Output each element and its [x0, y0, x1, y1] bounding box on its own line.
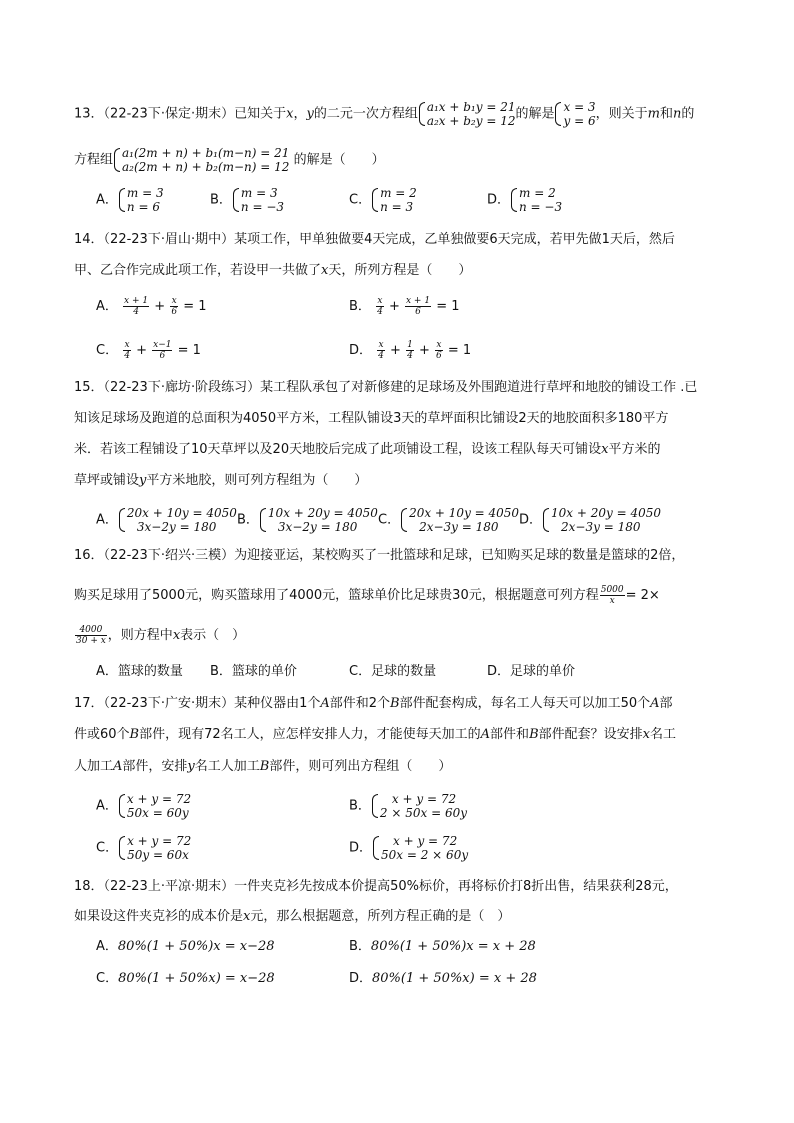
equation-row: m = 2 [380, 186, 417, 200]
numerator: x + 1 [405, 296, 431, 306]
equation-system [542, 506, 661, 534]
q16-text: 表示（ ） [180, 628, 246, 643]
q13-text: 的二元一次方程组 [313, 106, 418, 122]
option-label: B． [349, 299, 371, 314]
denominator: 4 [124, 351, 130, 361]
var-a: A [320, 696, 330, 711]
equation-row: n = 6 [126, 200, 160, 214]
q18-text: 元，那么根据题意，所列方程正确的是（ ） [250, 909, 511, 924]
q14-text: 14．（22-23下·眉山·期中）某项工作，甲单独做要4天完成，乙单独做要6天完成，若甲先做1天后，然后 [74, 232, 675, 247]
q15-text: 草坪或铺设 [74, 473, 140, 488]
numerator: x [171, 296, 177, 306]
equation-system [400, 506, 519, 534]
var-x: x [172, 628, 181, 643]
equation-row: a₂x + b₂y = 12 [426, 114, 516, 128]
rhs: = 1 [447, 343, 472, 358]
var-b: B [129, 727, 140, 742]
q16-option-d[interactable] [487, 663, 575, 681]
option-label: B． [210, 192, 232, 208]
q17-text: 部件，安排 [122, 759, 188, 774]
fraction [123, 340, 131, 361]
operator: + [136, 343, 147, 358]
q17-text: 17．（22-23下·广安·期末）某种仪器由1个 [74, 696, 321, 711]
equation-row: x + y = 72 [126, 792, 192, 806]
q16-text: 16．（22-23下·绍兴·三模）为迎接亚运，某校购买了一批篮球和足球，已知购买足球的数量是篮球的2倍， [74, 548, 685, 563]
q15-text: 平方米地胶，则可列方程组为（ ） [146, 473, 368, 488]
q13-option-d[interactable] [487, 186, 562, 214]
equation-system [118, 792, 191, 820]
q13-option-b[interactable] [210, 186, 284, 214]
denominator: 30 + x [76, 636, 106, 646]
q14-option-c[interactable] [96, 340, 201, 361]
option-label: C． [96, 343, 119, 358]
equation-system [113, 146, 289, 174]
var-x: x [243, 909, 251, 924]
numerator: x + 1 [124, 296, 149, 306]
var-x: x [286, 106, 294, 122]
rhs: = 1 [183, 299, 207, 314]
equation-system [510, 186, 562, 214]
option-label: D． [349, 343, 373, 358]
operator: = 2× [625, 588, 660, 603]
q14-text: 甲、乙合作完成此项工作，若设甲一共做了 [74, 263, 322, 278]
option-text: A．篮球的数量 [96, 664, 183, 679]
denominator: 6 [415, 307, 421, 317]
equation-row: a₁(2m + n) + b₁(m−n) = 21 [122, 146, 290, 160]
option-expression: 80%(1 + 50%x) = x−28 [118, 971, 275, 986]
q14-option-a[interactable] [96, 296, 206, 317]
q18-text: 18．（22-23上·平凉·期末）一件夹克衫先按成本价提高50%标价，再将标价打8折出售，结果获利28元， [74, 879, 678, 894]
var-b: B [259, 759, 270, 774]
equation-row: 2x−3y = 180 [419, 520, 499, 534]
q13-option-c[interactable] [349, 186, 417, 214]
equation-row: m = 3 [240, 186, 278, 200]
var-x: x [601, 442, 609, 457]
option-label: B． [349, 798, 371, 814]
q14-stem-line2 [74, 262, 471, 280]
q18-text: 如果设这件夹克衫的成本价是 [74, 909, 244, 924]
q14-stem-line1 [74, 231, 675, 249]
option-label: C． [378, 512, 401, 528]
fraction [405, 296, 431, 317]
q17-stem-line2 [74, 726, 676, 744]
numerator: x−1 [153, 340, 172, 350]
equation-row: m = 2 [519, 186, 556, 200]
equation-row: 20x + 10y = 4050 [409, 506, 520, 520]
numerator: 4000 [75, 625, 107, 636]
q15-stem-line2 [74, 410, 668, 428]
q13-text: 方程组 [74, 152, 114, 168]
q17-text: 部件，则可列出方程组（ ） [269, 759, 452, 774]
denominator: 4 [378, 351, 384, 361]
q16-stem-line2 [74, 585, 660, 606]
operator: + [154, 299, 166, 314]
equation-system [371, 792, 467, 820]
q15-option-d[interactable] [519, 506, 661, 534]
fraction [377, 340, 385, 361]
equation-row: 50y = 60x [127, 848, 189, 862]
q18-option-c[interactable] [96, 970, 275, 988]
q13-text: 13．（22-23下·保定·期末）已知关于 [74, 106, 287, 122]
q17-option-d[interactable] [349, 834, 468, 862]
equation-system [554, 100, 595, 128]
var-y: y [306, 106, 314, 122]
fraction [435, 340, 443, 361]
option-label: D． [349, 971, 373, 986]
equation-row: 2x−3y = 180 [561, 520, 641, 534]
denominator: x [609, 596, 615, 606]
var-x: x [642, 727, 650, 742]
q17-text: 名工人加工 [194, 759, 260, 774]
denominator: 6 [171, 307, 178, 317]
option-label: C． [96, 971, 119, 986]
equation-row: y = 6 [563, 114, 596, 128]
option-text: C．足球的数量 [349, 664, 437, 679]
fraction [170, 296, 178, 317]
q15-stem-line1 [74, 379, 697, 397]
operator: + [388, 299, 400, 314]
q17-text: 部件和2个 [329, 696, 391, 711]
option-label: B． [237, 512, 259, 528]
q17-text: 部 [659, 696, 673, 711]
equation-row: x + y = 72 [127, 834, 192, 848]
q13-text: ，则关于 [595, 106, 648, 122]
q17-option-c[interactable] [96, 834, 191, 862]
numerator: 5000 [600, 585, 624, 595]
equation-row: m = 3 [126, 186, 164, 200]
equation-row: n = −3 [519, 200, 563, 214]
q15-stem-line4 [74, 472, 367, 490]
equation-system [232, 186, 284, 214]
q16-option-c[interactable] [349, 663, 436, 681]
option-label: C． [96, 840, 119, 856]
option-label: B． [349, 939, 371, 954]
equation-row: n = −3 [240, 200, 285, 214]
q18-option-b[interactable] [349, 938, 536, 956]
denominator: 4 [407, 351, 413, 361]
equation-row: n = 3 [380, 200, 414, 214]
q18-stem-line1 [74, 878, 678, 896]
equation-system [118, 506, 237, 534]
equation-system [118, 186, 164, 214]
q13-text: ， [293, 106, 307, 122]
q13-option-a[interactable] [96, 186, 164, 214]
q15-text: 平方米的 [608, 442, 661, 457]
q15-text: 米．若该工程铺设了10天草坪以及20天地胶后完成了此项铺设工程，设该工程队每天可铺设 [74, 442, 602, 457]
equation-system [371, 186, 417, 214]
option-label: A． [96, 299, 118, 314]
var-x: x [321, 263, 329, 278]
equation-system [372, 834, 468, 862]
fraction [600, 585, 625, 606]
q14-option-d[interactable] [349, 340, 471, 361]
var-b: B [390, 696, 400, 711]
fraction [152, 340, 172, 361]
fraction [406, 340, 414, 361]
equation-row: a₂(2m + n) + b₂(m−n) = 12 [122, 160, 290, 174]
q15-option-b[interactable] [237, 506, 378, 534]
option-label: A． [96, 798, 118, 814]
q14-text: 天，所列方程是（ ） [328, 263, 472, 278]
equation-row: 3x−2y = 180 [136, 520, 217, 534]
q16-option-a[interactable] [96, 663, 183, 681]
equation-row: x + y = 72 [393, 834, 458, 848]
equation-row: 50x = 60y [126, 806, 189, 820]
equation-system [259, 506, 378, 534]
numerator: x [436, 340, 442, 350]
q16-option-b[interactable] [210, 663, 297, 681]
q15-option-a[interactable] [96, 506, 237, 534]
q15-stem-line3 [74, 441, 660, 459]
option-text: B．篮球的单价 [210, 664, 297, 679]
equation-row: a₁x + b₁y = 21 [426, 100, 516, 114]
numerator: x [378, 340, 384, 350]
var-y: y [139, 473, 147, 488]
q15-option-c[interactable] [378, 506, 519, 534]
equation-row: 20x + 10y = 4050 [126, 506, 237, 520]
q16-text: 购买足球用了5000元，购买篮球用了4000元，篮球单价比足球贵30元，根据题意可列方程 [74, 588, 599, 603]
option-text: D．足球的单价 [487, 664, 576, 679]
var-n: n [672, 106, 682, 122]
q16-text: ，则方程中 [107, 628, 173, 643]
var-a: A [480, 727, 491, 742]
denominator: 6 [436, 351, 442, 361]
q15-text: 15．（22-23下·廊坊·阶段练习）某工程队承包了对新修建的足球场及外围跑道进行草坪和地胶的铺设工作 .已 [74, 380, 698, 395]
var-b: B [529, 727, 539, 742]
q16-stem-line1 [74, 547, 684, 565]
option-label: A． [96, 512, 118, 528]
q17-text: 人加工 [74, 759, 114, 774]
option-label: C． [349, 192, 372, 208]
q17-text: 部件，现有72名工人，应怎样安排人力，才能使每天加工的 [139, 727, 481, 742]
denominator: 6 [159, 351, 166, 361]
equation-row: 10x + 20y = 4050 [551, 506, 662, 520]
equation-system [118, 834, 191, 862]
var-m: m [647, 106, 660, 122]
operator: + [418, 343, 430, 358]
q13-text: 的解是 [515, 106, 555, 122]
q18-option-d[interactable] [349, 970, 537, 988]
denominator: 4 [133, 307, 139, 317]
rhs: = 1 [177, 343, 201, 358]
option-expression: 80%(1 + 50%)x = x−28 [117, 939, 275, 954]
q13-stem-line2 [74, 146, 385, 174]
q15-text: 知该足球场及跑道的总面积为4050平方米，工程队铺设3天的草坪面积比铺设2天的地胶面积多180平方 [74, 411, 669, 426]
option-expression: 80%(1 + 50%x) = x + 28 [372, 971, 537, 986]
q14-option-b[interactable] [349, 296, 460, 317]
operator: + [390, 343, 401, 358]
var-a: A [113, 759, 123, 774]
q17-text: 部件配套？设安排 [538, 727, 643, 742]
q13-text: 的解是（ ） [293, 152, 385, 168]
option-expression: 80%(1 + 50%)x = x + 28 [370, 939, 536, 954]
option-label: A． [96, 192, 118, 208]
option-label: D． [519, 512, 543, 528]
equation-row: x + y = 72 [391, 792, 457, 806]
equation-row: 2 × 50x = 60y [379, 806, 468, 820]
option-label: A． [96, 939, 118, 954]
q17-stem-line1 [74, 695, 673, 713]
fraction [123, 296, 149, 317]
q17-text: 件或60个 [74, 727, 130, 742]
var-y: y [187, 759, 195, 774]
q18-option-a[interactable] [96, 938, 275, 956]
q13-text: 的 [681, 106, 695, 122]
fraction [376, 296, 384, 317]
numerator: x [124, 340, 130, 350]
equation-row: 3x−2y = 180 [277, 520, 358, 534]
q17-text: 部件配套构成，每名工人每天可以加工50个 [399, 696, 651, 711]
fraction [75, 625, 107, 646]
var-a: A [650, 696, 660, 711]
q17-option-b[interactable] [349, 792, 467, 820]
q13-text: 和 [659, 106, 673, 122]
q17-option-a[interactable] [96, 792, 191, 820]
q17-text: 名工 [649, 727, 676, 742]
equation-system [418, 100, 516, 128]
q16-stem-line3 [74, 625, 245, 646]
option-label: D． [487, 192, 511, 208]
q18-stem-line2 [74, 908, 510, 926]
equation-row: 10x + 20y = 4050 [267, 506, 378, 520]
numerator: 1 [407, 340, 413, 350]
q13-stem-line1 [74, 100, 694, 128]
q17-stem-line3 [74, 758, 451, 776]
equation-row: 50x = 2 × 60y [381, 848, 469, 862]
denominator: 4 [377, 307, 383, 317]
rhs: = 1 [436, 299, 460, 314]
option-label: D． [349, 840, 373, 856]
numerator: x [377, 296, 383, 306]
equation-row: x = 3 [563, 100, 596, 114]
q17-text: 部件和 [490, 727, 530, 742]
